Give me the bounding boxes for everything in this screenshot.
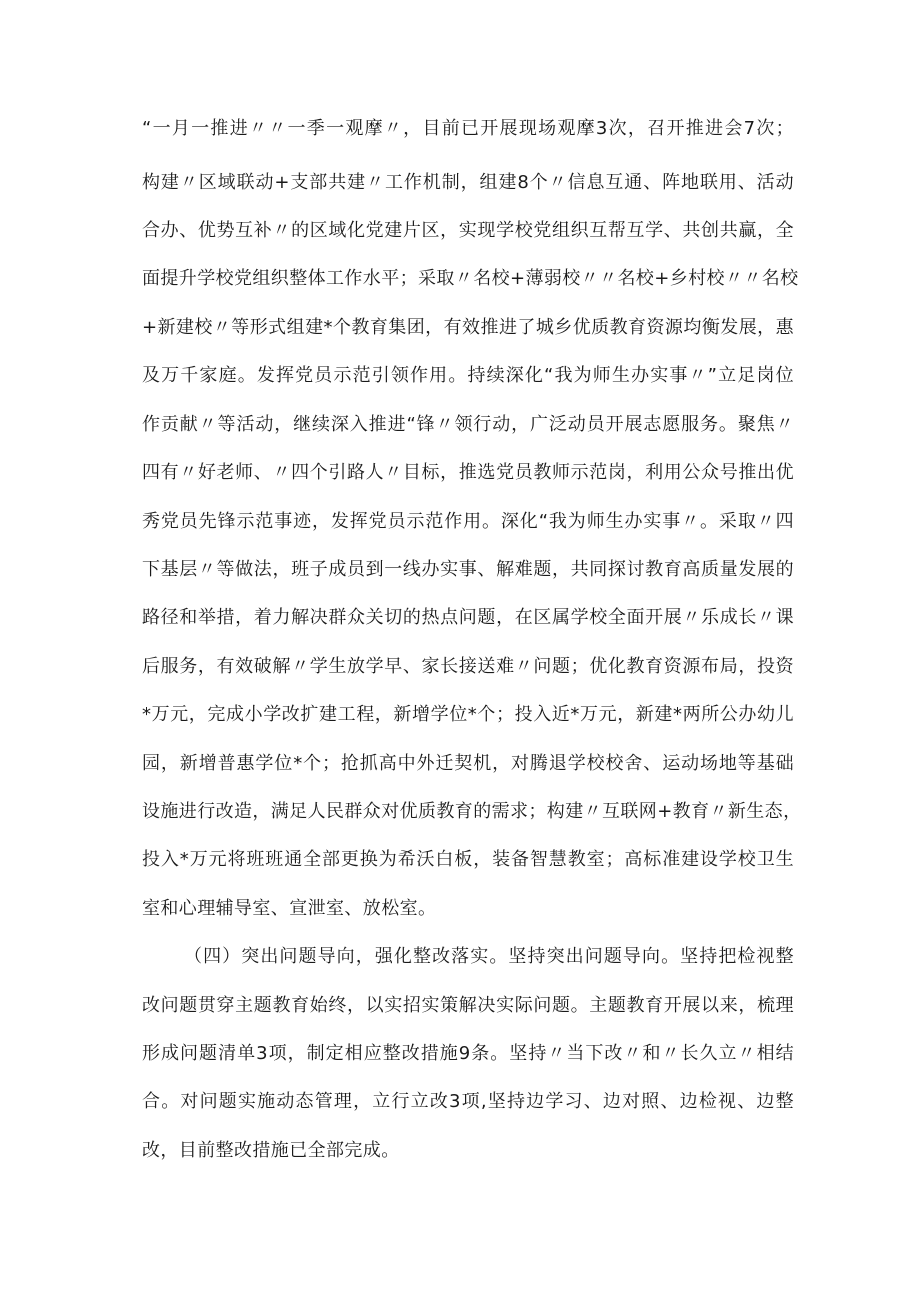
text-line: 及万千家庭。发挥党员示范引领作用。持续深化“我为师生办实事〃”立足岗位 xyxy=(142,365,794,386)
text-line: 四有〃好老师、〃四个引路人〃目标，推选党员教师示范岗，利用公众号推出优 xyxy=(142,462,794,483)
text-line: 投入*万元将班班通全部更换为希沃白板，装备智慧教室；高标准建设学校卫生 xyxy=(142,849,794,870)
text-line: 下基层〃等做法，班子成员到一线办实事、解难题，共同探讨教育高质量发展的 xyxy=(142,559,794,580)
text-line: 合办、优势互补〃的区域化党建片区，实现学校党组织互帮互学、共创共赢，全 xyxy=(142,220,794,241)
text-line: “一月一推进〃〃一季一观摩〃，目前已开展现场观摩3次，召开推进会7次； xyxy=(142,118,794,139)
text-line: 设施进行改造，满足人民群众对优质教育的需求；构建〃互联网+教育〃新生态， xyxy=(142,801,802,822)
text-line: 形成问题清单3项，制定相应整改措施9条。坚持〃当下改〃和〃长久立〃相结 xyxy=(142,1043,794,1064)
text-line: 改问题贯穿主题教育始终，以实招实策解决实际问题。主题教育开展以来，梳理 xyxy=(142,995,794,1016)
text-line: 作贡献〃等活动，继续深入推进“锋〃领行动，广泛动员开展志愿服务。聚焦〃 xyxy=(142,414,794,435)
text-line: 后服务，有效破解〃学生放学早、家长接送难〃问题；优化教育资源布局，投资 xyxy=(142,656,794,677)
text-line: 秀党员先锋示范事迹，发挥党员示范作用。深化“我为师生办实事〃。采取〃四 xyxy=(142,511,794,532)
text-line: 园，新增普惠学位*个；抢抓高中外迁契机，对腾退学校校舍、运动场地等基础 xyxy=(142,753,794,774)
text-line: 室和心理辅导室、宣泄室、放松室。 xyxy=(142,898,437,919)
text-line: *万元，完成小学改扩建工程，新增学位*个；投入近*万元，新建*两所公办幼儿 xyxy=(142,704,794,725)
text-line: 构建〃区域联动+支部共建〃工作机制，组建8个〃信息互通、阵地联用、活动 xyxy=(142,172,794,193)
text-line: 改，目前整改措施已全部完成。 xyxy=(142,1140,400,1161)
text-line: +新建校〃等形式组建*个教育集团，有效推进了城乡优质教育资源均衡发展，惠 xyxy=(142,317,794,338)
text-line: 路径和举措，着力解决群众关切的热点问题，在区属学校全面开展〃乐成长〃课 xyxy=(142,607,794,628)
text-line: 面提升学校党组织整体工作水平；采取〃名校+薄弱校〃〃名校+乡村校〃〃名校 xyxy=(142,268,799,289)
text-line: （四）突出问题导向，强化整改落实。坚持突出问题导向。坚持把检视整 xyxy=(184,946,794,967)
text-line: 合。对问题实施动态管理，立行立改3项,坚持边学习、边对照、边检视、边整 xyxy=(142,1091,794,1112)
